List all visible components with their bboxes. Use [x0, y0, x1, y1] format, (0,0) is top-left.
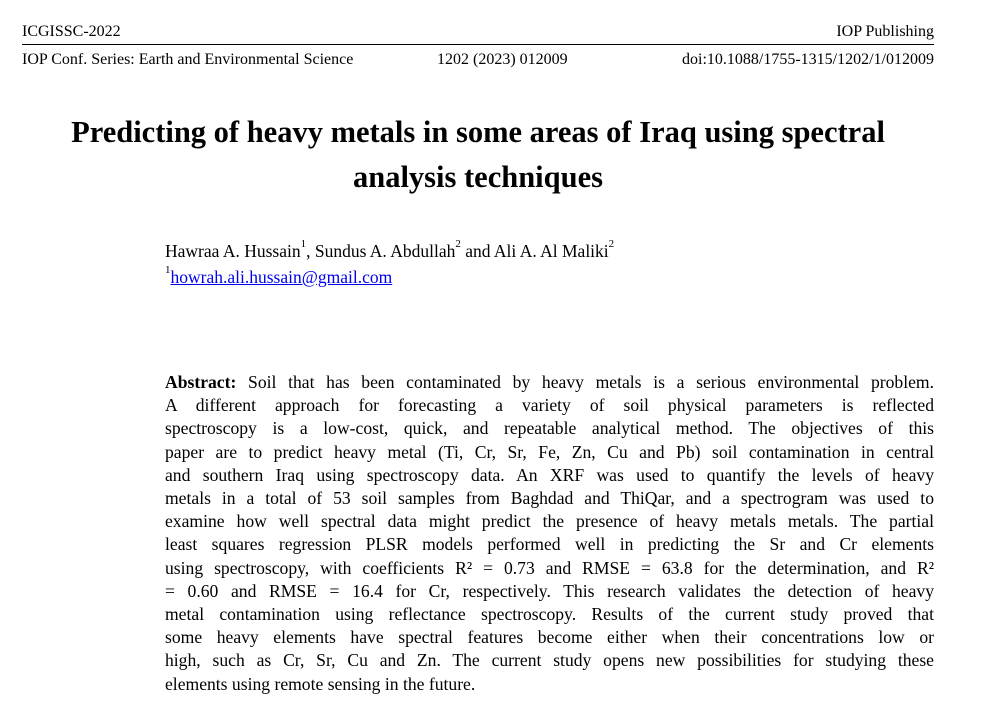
- abstract-text: and southern Iraq using spectroscopy data. An XRF was used to quantify the levels of heavy: [165, 464, 934, 485]
- abstract-line: [165, 580, 934, 603]
- abstract-line: [165, 557, 934, 580]
- author-name: Sundus A. Abdullah: [314, 241, 456, 261]
- paper-title: [0, 110, 956, 200]
- abstract-text: high, such as Cr, Sr, Cu and Zn. The current study opens new possibilities for studying these: [165, 650, 934, 671]
- affiliation-mark: 2: [455, 238, 461, 250]
- abstract-text: paper are to predict heavy metal (Ti, Cr, Sr, Fe, Zn, Cu and Pb) soil contamination in central: [165, 441, 934, 462]
- abstract-line: [165, 394, 934, 417]
- abstract-text: some heavy elements have spectral features become either when their concentrations low or: [165, 627, 934, 648]
- abstract: [165, 371, 934, 696]
- abstract-text: A different approach for forecasting a variety of soil physical parameters is reflected: [165, 395, 934, 416]
- title-line: analysis techniques: [353, 160, 603, 194]
- author-separator: ,: [306, 241, 315, 261]
- abstract-text: metals in a total of 53 soil samples from Baghdad and ThiQar, and a spectrogram was used to: [165, 488, 934, 509]
- abstract-text: elements using remote sensing in the future.: [165, 673, 476, 694]
- abstract-text: spectroscopy is a low-cost, quick, and repeatable analytical method. The objectives of this: [165, 418, 934, 439]
- email-link[interactable]: howrah.ali.hussain@gmail.com: [170, 267, 393, 287]
- abstract-line: [165, 603, 934, 626]
- series-name: IOP Conf. Series: Earth and Environmental Science: [22, 51, 354, 68]
- volume-info: 1202 (2023) 012009: [437, 51, 568, 68]
- author-list: [165, 238, 615, 262]
- author-name: Ali A. Al Maliki: [493, 241, 609, 261]
- abstract-line: [165, 464, 934, 487]
- abstract-label: Abstract:: [165, 372, 237, 392]
- affiliation-mark: 1: [300, 238, 307, 250]
- running-header: [22, 23, 934, 45]
- abstract-line: [165, 510, 934, 533]
- abstract-line: [165, 441, 934, 464]
- publisher-name: IOP Publishing: [836, 23, 934, 40]
- doi: doi:10.1088/1755-1315/1202/1/012009: [682, 51, 934, 68]
- abstract-line: [165, 417, 934, 440]
- abstract-line: [165, 626, 934, 649]
- title-line: Predicting of heavy metals in some areas of Iraq using spectral: [71, 115, 885, 149]
- affiliation-mark: 2: [608, 238, 615, 250]
- abstract-line: [165, 649, 934, 672]
- abstract-text: Soil that has been contaminated by heavy metals is a serious environmental problem.: [236, 372, 934, 392]
- abstract-text: using spectroscopy, with coefficients R² = 0.73 and RMSE = 63.8 for the determination, and R²: [165, 557, 934, 578]
- affiliation-mark: 1: [165, 264, 171, 276]
- abstract-line: [165, 533, 934, 556]
- abstract-line: [165, 673, 934, 696]
- author-email: [165, 264, 393, 288]
- author-name: Hawraa A. Hussain: [165, 241, 301, 261]
- abstract-line: [165, 371, 934, 394]
- abstract-text: least squares regression PLSR models performed well in predicting the Sr and Cr elements: [165, 534, 934, 555]
- abstract-text: examine how well spectral data might predict the presence of heavy metals metals. The partial: [165, 511, 934, 532]
- abstract-line: [165, 487, 934, 510]
- author-separator: and: [460, 241, 494, 261]
- conference-name: ICGISSC-2022: [22, 23, 121, 40]
- abstract-text: = 0.60 and RMSE = 16.4 for Cr, respectively. This research validates the detection of heavy: [165, 580, 934, 601]
- abstract-text: metal contamination using reflectance spectroscopy. Results of the current study proved that: [165, 604, 934, 625]
